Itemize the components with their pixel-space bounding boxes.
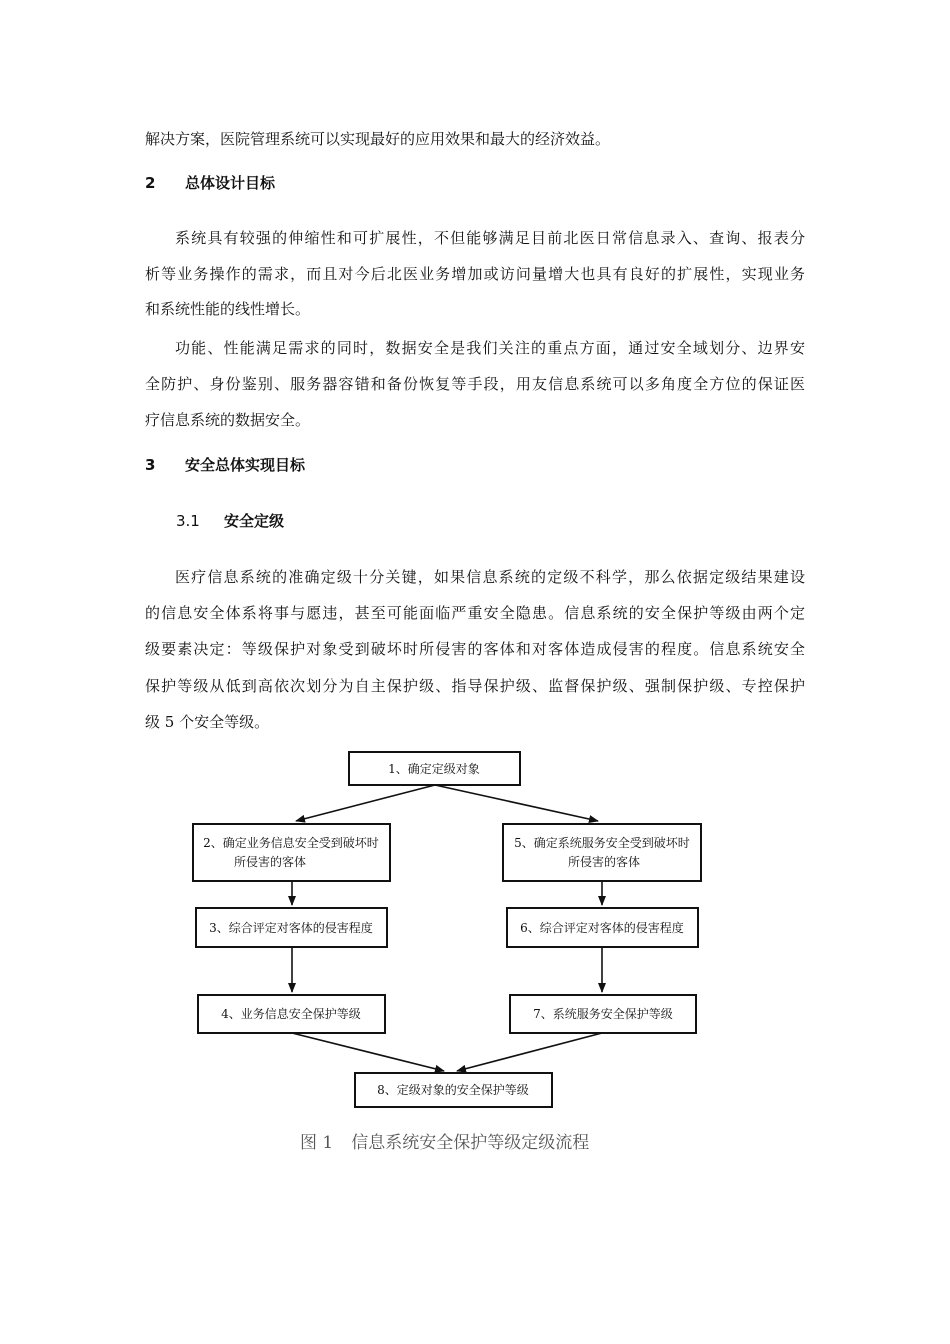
section-3-number: 3 [145,456,156,474]
section-3-1-title: 安全定级 [224,512,285,530]
arrow-1-to-5 [435,785,598,821]
section-3-title: 安全总体实现目标 [185,456,306,474]
section-3-1-number: 3.1 [176,512,200,530]
arrow-7-to-8 [457,1033,602,1071]
arrow-1-to-2 [296,785,435,821]
section-3-1-p1-line: 医疗信息系统的准确定级十分关键，如果信息系统的定级不科学，那么依据定级结果建设 [175,568,805,586]
figure-number: 图 1 [300,1133,334,1153]
section-3-1-p1-line: 保护等级从低到高依次划分为自主保护级、指导保护级、监督保护级、强制保护级、专控保护 [145,677,805,695]
figure-caption [300,1128,589,1153]
flow-box-2 [193,824,390,881]
section-2-p1-line: 析等业务操作的需求，而且对今后北医业务增加或访问量增大也具有良好的扩展性，实现业务 [145,265,805,283]
flow-box-1-label: 1、确定定级对象 [388,762,480,776]
section-2-p2-line: 全防护、身份鉴别、服务器容错和备份恢复等手段，用友信息系统可以多角度全方位的保证医 [145,375,805,393]
section-3-1-p1-line: 级 5 个安全等级。 [145,713,270,731]
intro-paragraph-line: 解决方案，医院管理系统可以实现最好的应用效果和最大的经济效益。 [145,130,611,148]
section-2-p1-line: 和系统性能的线性增长。 [145,300,311,318]
section-2-p2-line: 疗信息系统的数据安全。 [145,411,311,429]
section-2-title: 总体设计目标 [185,174,276,192]
section-2-p1-line: 系统具有较强的伸缩性和可扩展性，不但能够满足目前北医日常信息录入、查询、报表分 [175,229,805,247]
flow-box-6-label: 6、综合评定对客体的侵害程度 [520,921,684,935]
flow-box-5 [503,824,701,881]
arrow-4-to-8 [292,1033,444,1071]
flow-box-5-label-line2: 所侵害的客体 [567,855,641,869]
section-2-p2-line: 功能、性能满足需求的同时，数据安全是我们关注的重点方面，通过安全域划分、边界安 [175,339,805,357]
section-3-1-p1-line: 的信息安全体系将事与愿违，甚至可能面临严重安全隐患。信息系统的安全保护等级由两个定 [145,604,805,622]
flow-box-2-label-line2: 所侵害的客体 [233,855,307,869]
figure-caption-text: 信息系统安全保护等级定级流程 [351,1133,590,1153]
flow-box-2-label-line1: 2、确定业务信息安全受到破坏时 [203,836,379,850]
flow-box-8-label: 8、定级对象的安全保护等级 [377,1083,529,1097]
flow-box-3-label: 3、综合评定对客体的侵害程度 [209,921,373,935]
flow-box-5-label-line1: 5、确定系统服务安全受到破坏时 [514,836,690,850]
flow-box-7-label: 7、系统服务安全保护等级 [533,1007,673,1021]
flow-box-4-label: 4、业务信息安全保护等级 [221,1007,361,1021]
section-3-1-p1-line: 级要素决定：等级保护对象受到破坏时所侵害的客体和对客体造成侵害的程度。信息系统安全 [145,640,805,658]
section-2-number: 2 [145,174,156,192]
